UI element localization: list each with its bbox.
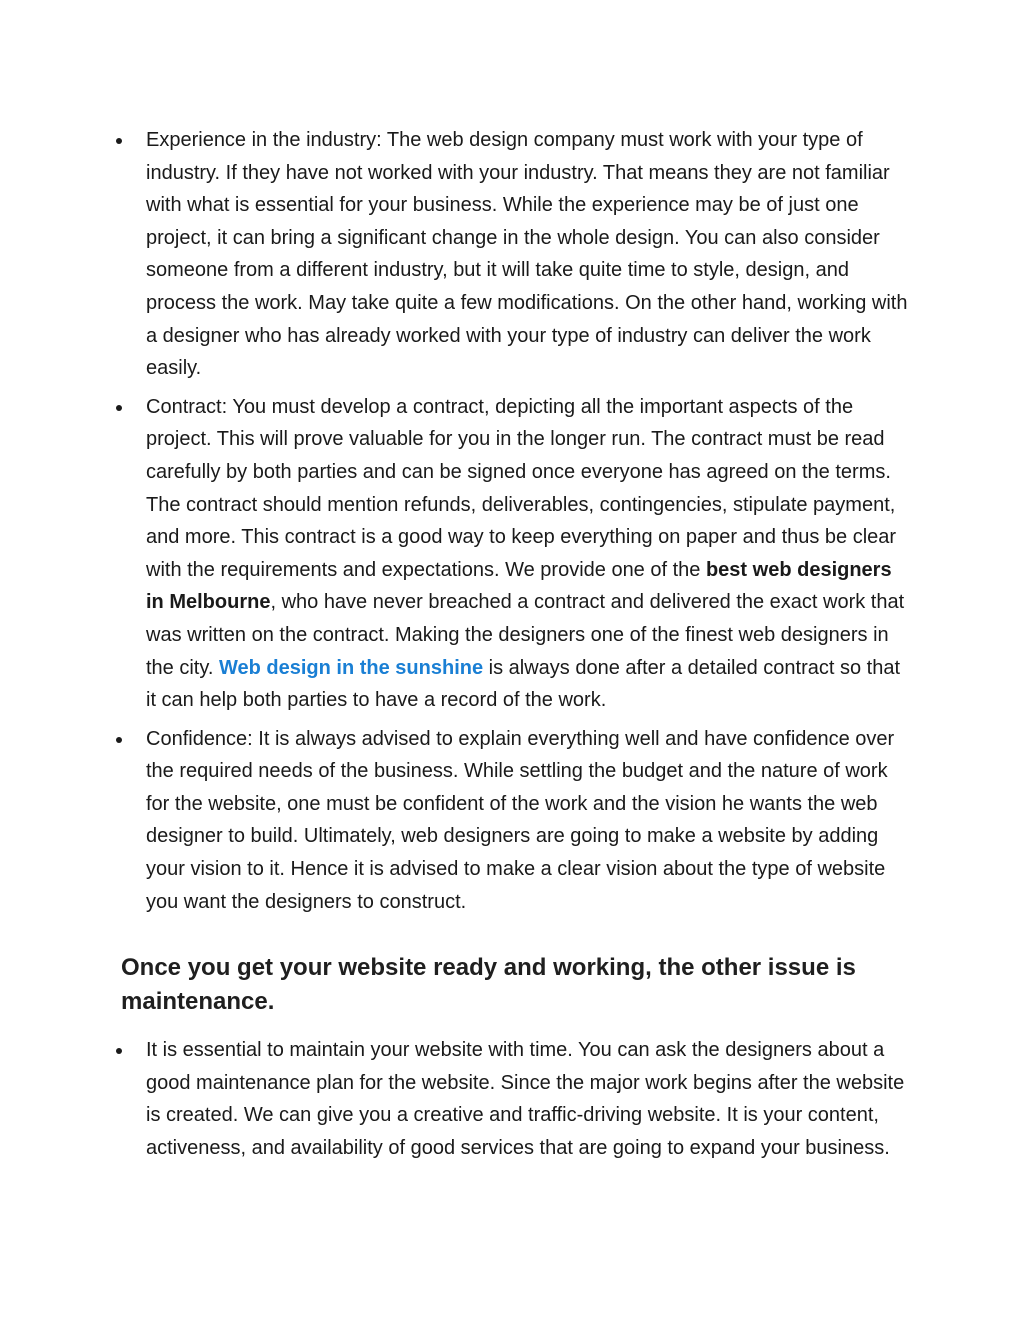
list-item-text: It is essential to maintain your website with time. You can ask the designers about a good maintenance plan for the website. Since the major work begins after the website is created. We can give you a creative and traffic-driving website. It is your content, activeness, and availability of good services that are going to expand your business. — [146, 1039, 905, 1159]
bullet-dot-icon — [116, 737, 122, 743]
list-item-text — [146, 391, 910, 717]
bullet-dot-icon — [116, 405, 122, 411]
list-item-contract — [110, 391, 910, 717]
contract-text-part3: is always done after a detailed contract so that it can help both parties to have a record of the work. — [146, 656, 901, 712]
bullet-list-bottom — [110, 1034, 910, 1164]
list-item-text: Experience in the industry: The web design company must work with your type of industry. If they have not worked with your industry. That means they are not familiar with what is essential for your business. While the experience may be of just one project, it can bring a significant change in the whole design. You can also consider someone from a different industry, but it will take quite time to style, design, and process the work. May take quite a few modifications. On the other hand, working with a designer who has already worked with your type of industry can deliver the work easily. — [146, 129, 908, 380]
bullet-dot-icon — [116, 138, 122, 144]
bold-phrase-melbourne: best web designers in Melbourne — [146, 558, 892, 614]
bullet-list-top — [110, 124, 910, 918]
web-design-sunshine-link[interactable]: Web design in the sunshine — [219, 656, 484, 679]
contract-text-part2: , who have never breached a contract and delivered the exact work that was written on the contract. Making the designers one of the finest web designers in the city. — [146, 591, 905, 679]
section-heading: Once you get your website ready and working, the other issue is maintenance. — [121, 954, 856, 1015]
list-item-maintenance — [110, 1034, 910, 1164]
list-item-text: Confidence: It is always advised to explain everything well and have confidence over the required needs of the business. While settling the budget and the nature of work for the website, one must be confident of the work and the vision he wants the web designer to build. Ultimately, web designers are going to make a website by adding your vision to it. Hence it is advised to make a clear vision about the type of website you want the designers to construct. — [146, 727, 895, 913]
contract-text-part1: Contract: You must develop a contract, depicting all the important aspects of the project. This will prove valuable for you in the longer run. The contract must be read carefully by both parties and can be signed once everyone has agreed on the terms. The contract should mention refunds, deliverables, contingencies, stipulate payment, and more. This contract is a good way to keep everything on paper and thus be clear with the requirements and expectations. We provide one of the — [146, 395, 897, 581]
list-item-confidence — [110, 723, 910, 919]
list-item-experience — [110, 124, 910, 385]
bullet-dot-icon — [116, 1048, 122, 1054]
